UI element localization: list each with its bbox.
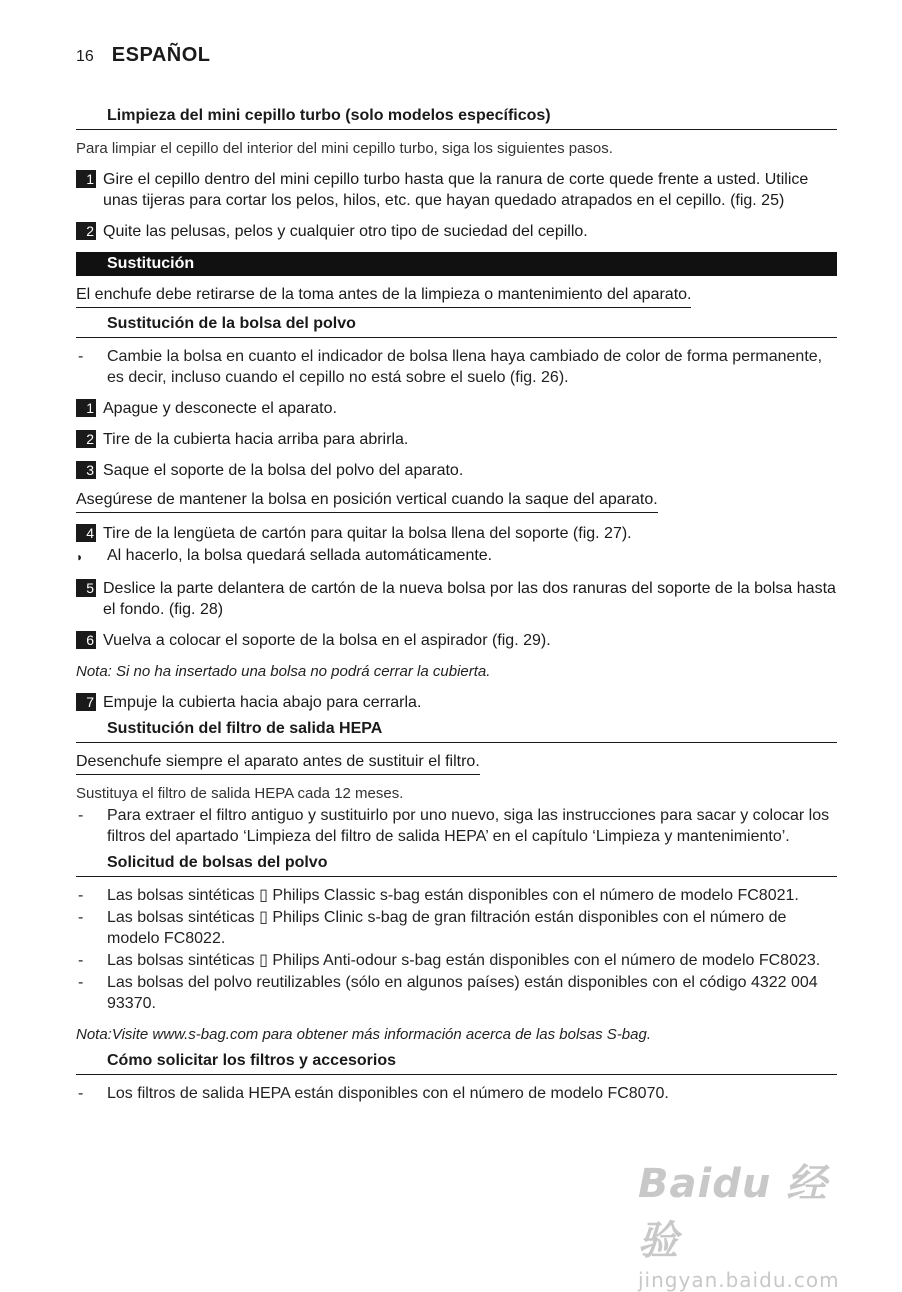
bullet-dash: - bbox=[78, 909, 84, 926]
bullet-dash: - bbox=[78, 974, 84, 991]
bullet-dash: - bbox=[78, 807, 84, 824]
step-number: 6 bbox=[76, 631, 96, 649]
page-header bbox=[76, 44, 211, 67]
step-item bbox=[76, 578, 837, 620]
section-heading-hepa-filter: Sustitución del filtro de salida HEPA bbox=[76, 719, 837, 743]
warning-text: El enchufe debe retirarse de la toma antes de la limpieza o mantenimiento del aparato. bbox=[76, 284, 691, 308]
bullet-item bbox=[76, 972, 837, 1014]
bullet-item bbox=[76, 805, 837, 847]
step-item bbox=[76, 429, 837, 450]
step-number: 7 bbox=[76, 693, 96, 711]
step-number: 2 bbox=[76, 222, 96, 240]
note-text: Nota:Visite www.s-bag.com para obtener más información acerca de las bolsas S-bag. bbox=[76, 1026, 652, 1043]
bullet-text: Cambie la bolsa en cuanto el indicador de bolsa llena haya cambiado de color de forma permanente, es decir, incluso cuando el cepillo no está sobre el suelo (fig. 26). bbox=[107, 348, 823, 386]
step-number: 1 bbox=[76, 170, 96, 188]
step-item bbox=[76, 169, 837, 211]
step-number: 4 bbox=[76, 524, 96, 542]
page-number: 16 bbox=[76, 48, 94, 65]
section-bar-replacement: Sustitución bbox=[76, 252, 837, 276]
bullet-item bbox=[76, 907, 837, 949]
step-text: Empuje la cubierta hacia abajo para cerrarla. bbox=[103, 694, 422, 711]
step-number: 2 bbox=[76, 430, 96, 448]
bullet-text: Los filtros de salida HEPA están disponibles con el número de modelo FC8070. bbox=[107, 1085, 669, 1102]
result-item bbox=[76, 545, 837, 568]
result-marker-icon: ◗ bbox=[76, 550, 84, 564]
step-item bbox=[76, 630, 837, 651]
bullet-item bbox=[76, 950, 837, 971]
bullet-text: Las bolsas sintéticas ▯ Philips Clinic s-bag de gran filtración están disponibles con el número de modelo FC8022. bbox=[107, 909, 787, 947]
bullet-text: Las bolsas del polvo reutilizables (sólo en algunos países) están disponibles con el código 4322 004 93370. bbox=[107, 974, 818, 1012]
bullet-dash: - bbox=[78, 1085, 84, 1102]
bullet-dash: - bbox=[78, 887, 84, 904]
bullet-dash: - bbox=[78, 952, 84, 969]
step-text: Saque el soporte de la bolsa del polvo del aparato. bbox=[103, 462, 464, 479]
section-heading-dust-bag: Sustitución de la bolsa del polvo bbox=[76, 314, 837, 338]
bullet-text: Las bolsas sintéticas ▯ Philips Classic s-bag están disponibles con el número de modelo FC8021. bbox=[107, 887, 799, 904]
step-text: Apague y desconecte el aparato. bbox=[103, 400, 337, 417]
step-text: Tire de la cubierta hacia arriba para abrirla. bbox=[103, 431, 409, 448]
step-item bbox=[76, 221, 837, 242]
step-number: 3 bbox=[76, 461, 96, 479]
step-item bbox=[76, 460, 837, 481]
section-heading-order-bags: Solicitud de bolsas del polvo bbox=[76, 853, 837, 877]
bullet-item bbox=[76, 346, 837, 388]
step-number: 5 bbox=[76, 579, 96, 597]
step-item bbox=[76, 523, 837, 544]
bullet-text: Las bolsas sintéticas ▯ Philips Anti-odour s-bag están disponibles con el número de modelo FC8023. bbox=[107, 952, 821, 969]
step-text: Gire el cepillo dentro del mini cepillo turbo hasta que la ranura de corte quede frente a usted. Utilice unas tijeras para cortar los pelos, hilos, etc. que hayan quedado atrapados en el cepillo. (fig. 25) bbox=[103, 171, 809, 209]
section-heading-order-filters: Cómo solicitar los filtros y accesorios bbox=[76, 1051, 837, 1075]
step-number: 1 bbox=[76, 399, 96, 417]
bullet-dash: - bbox=[78, 348, 84, 365]
step-text: Deslice la parte delantera de cartón de la nueva bolsa por las dos ranuras del soporte de la bolsa hasta el fondo. (fig. 28) bbox=[103, 580, 836, 618]
intro-text: Para limpiar el cepillo del interior del mini cepillo turbo, siga los siguientes pasos. bbox=[76, 140, 613, 157]
watermark-logo: Baidu 经验 bbox=[638, 1161, 828, 1264]
step-item bbox=[76, 398, 837, 419]
result-text: Al hacerlo, la bolsa quedará sellada automáticamente. bbox=[107, 547, 493, 564]
language-heading: ESPAÑOL bbox=[111, 44, 211, 66]
bullet-item bbox=[76, 1083, 837, 1104]
bullet-item bbox=[76, 885, 837, 906]
watermark bbox=[638, 1152, 858, 1292]
step-text: Vuelva a colocar el soporte de la bolsa en el aspirador (fig. 29). bbox=[103, 632, 551, 649]
step-text: Tire de la lengüeta de cartón para quitar la bolsa llena del soporte (fig. 27). bbox=[103, 525, 632, 542]
page-content bbox=[76, 100, 837, 1104]
bullet-text: Para extraer el filtro antiguo y sustituirlo por uno nuevo, siga las instrucciones para sacar y colocar los filtros del apartado ‘Limpieza del filtro de salida HEPA’ en el capítulo ‘Limpieza y mantenimiento’. bbox=[107, 807, 830, 845]
note-text: Nota: Si no ha insertado una bolsa no podrá cerrar la cubierta. bbox=[76, 663, 491, 680]
step-text: Quite las pelusas, pelos y cualquier otro tipo de suciedad del cepillo. bbox=[103, 223, 588, 240]
intro-text: Sustituya el filtro de salida HEPA cada 12 meses. bbox=[76, 785, 404, 802]
watermark-url: jingyan.baidu.com bbox=[638, 1268, 840, 1292]
section-heading-turbo-brush: Limpieza del mini cepillo turbo (solo modelos específicos) bbox=[76, 106, 837, 130]
step-item bbox=[76, 692, 837, 713]
warning-text: Desenchufe siempre el aparato antes de sustituir el filtro. bbox=[76, 751, 480, 775]
warning-text: Asegúrese de mantener la bolsa en posición vertical cuando la saque del aparato. bbox=[76, 489, 658, 513]
